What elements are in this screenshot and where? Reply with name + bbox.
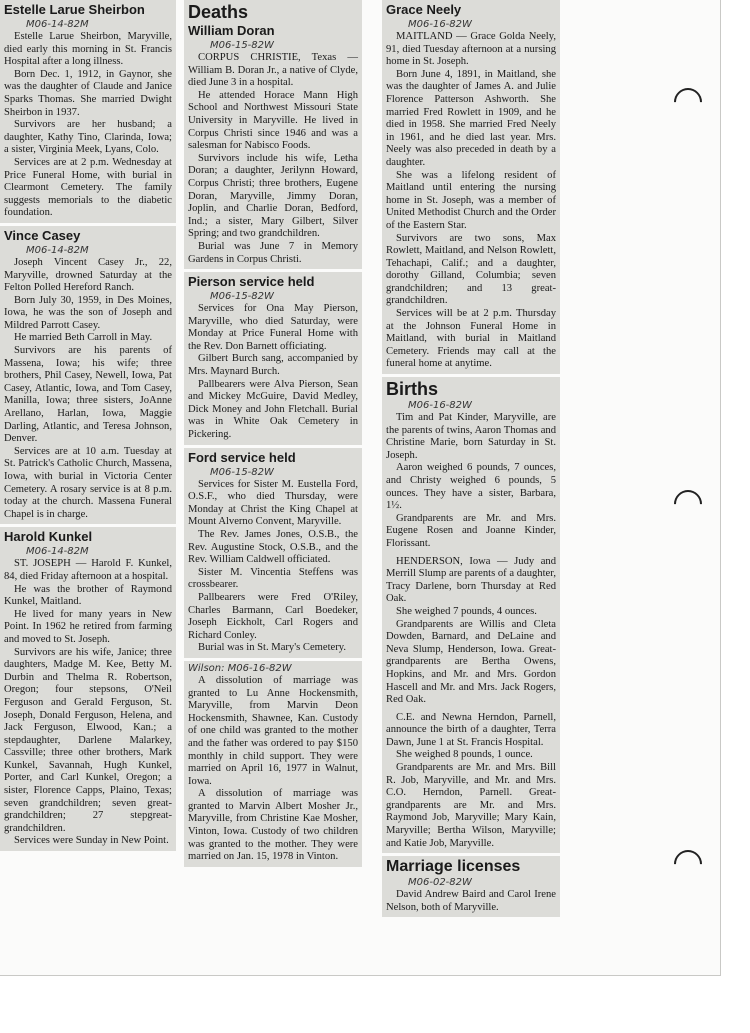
handwritten-date-note: M06-15-82W bbox=[210, 40, 274, 51]
obituary-title: Vince Casey bbox=[4, 227, 81, 243]
paragraph: Born July 30, 1959, in Des Moines, Iowa, he was the son of Joseph and Mildred Parrott Casey. bbox=[4, 294, 172, 331]
paragraph: Survivors include his wife, Letha Doran; a daughter, Jerilynn Howard, Corpus Christi; three brothers, Eugene Doran, Maryville, Jimmy Doran, Joplin, and Charlie Doran, Bedford, Ind.; a sister, Mary Gilbert, Silver Spring; and two grandchildren. bbox=[188, 152, 358, 240]
notice-title: Ford service held bbox=[188, 449, 296, 465]
section-marriage-licenses bbox=[382, 856, 560, 917]
paragraph: Pallbearers were Alva Pierson, Sean and Mickey McGuire, David Medley, Dick Money and John Fletchall. Burial was in White Oak Cemetery in Pickering. bbox=[188, 378, 358, 441]
paragraph: He was the brother of Raymond Kunkel, Maitland. bbox=[4, 583, 172, 608]
obituary-title: Harold Kunkel bbox=[4, 529, 93, 545]
paragraph: Pallbearers were Fred O'Riley, Charles Barmann, Carl Boedeker, Joseph Eickholt, Carl Rogers and Richard Conley. bbox=[188, 591, 358, 641]
paragraph: Grandparents are Mr. and Mrs. Bill R. Job, Maryville, and Mr. and Mrs. C.O. Herndon, Parnell. Great-grandparents are Mr. and Mrs. Raymond Job, Maryville; Mary Kain, Maryville; Bertha Wilson, Maryville; and Katie Job, Maryville. bbox=[386, 762, 556, 849]
paragraph: The Rev. James Jones, O.S.B., the Rev. Augustine Stock, O.S.B., and the Rev. William Caldwell officiated. bbox=[188, 529, 358, 566]
column-left bbox=[0, 0, 176, 930]
paragraph: Survivors are her husband; a daughter, Kathy Tino, Clarinda, Iowa; a sister, Virginia Meek, Lyans, Colo. bbox=[4, 119, 172, 156]
paragraph: Survivors are two sons, Max Rowlett, Maitland, and Nelson Rowlett, Tehachapi, Calif.; and a daughter, dorothy Gilland, Columbia; seven grandchildren; and 13 great-grandchildren. bbox=[386, 232, 556, 307]
paragraph: Born Dec. 1, 1912, in Gaynor, she was the daughter of Claude and Janice Sparks Thomas. She married Dwight Sheirbon in 1937. bbox=[4, 68, 172, 118]
paragraph: CORPUS CHRISTIE, Texas — William B. Doran Jr., a native of Clyde, died June 3 in a hospital. bbox=[188, 52, 358, 89]
paragraph: Services for Ona May Pierson, Maryville, who died Saturday, were Monday at Price Funeral Home with the Rev. Don Barnett officiating. bbox=[188, 303, 358, 352]
lead-label: Wilson: bbox=[188, 662, 225, 674]
handwritten-date-note: M06-16-82W bbox=[408, 400, 472, 412]
paragraph: Gilbert Burch sang, accompanied by Mrs. Maynard Burch. bbox=[188, 353, 358, 378]
paragraph: Services are at 2 p.m. Wednesday at Price Funeral Home, with burial in Clearmont Cemetery. The family suggests memorials to the diabetic foundation. bbox=[4, 156, 172, 219]
obituary-title: William Doran bbox=[188, 23, 275, 38]
paragraph: Aaron weighed 6 pounds, 7 ounces, and Christy weighed 6 pounds, 5 ounces. They have a sister, Barbara, 1½. bbox=[386, 462, 556, 512]
column-middle bbox=[184, 0, 362, 930]
section-births bbox=[382, 377, 560, 853]
handwritten-date-note: M06-14-82M bbox=[26, 19, 89, 30]
obituary-casey bbox=[0, 226, 176, 524]
paragraph: Burial was in St. Mary's Cemetery. bbox=[198, 642, 347, 654]
handwritten-date-note: M06-15-82W bbox=[210, 466, 274, 478]
paragraph: C.E. and Newna Herndon, Parnell, announce the birth of a daughter, Terra Dawn, June 1 at St. Francis Hospital. bbox=[386, 711, 556, 748]
paragraph: A dissolution of marriage was granted to Marvin Albert Mosher Jr., Maryville, from Christine Kae Mosher, Vinton, Iowa. Custody of two children was granted to the mother. They were married on Jan. 15, 1978 in Vinton. bbox=[188, 788, 358, 863]
paragraph: He lived for many years in New Point. In 1962 he retired from farming and moved to St. Joseph. bbox=[4, 608, 172, 645]
paragraph: ST. JOSEPH — Harold F. Kunkel, 84, died Friday afternoon at a hospital. bbox=[4, 558, 172, 582]
obituary-title: Estelle Larue Sheirbon bbox=[4, 2, 145, 17]
binder-hole-bottom bbox=[668, 844, 708, 884]
paragraph: Services will be at 2 p.m. Thursday at the Johnson Funeral Home in Maitland, with burial in Maitland Cemetery. Friends may call at the funeral home at anytime. bbox=[386, 308, 556, 370]
paragraph: Grandparents are Willis and Cleta Dowden, Barnard, and DeLaine and Neva Slump, Henderson, Iowa. Great-grandparents are Bertha Owens, Hopkins, and Mr. and Mrs. Gordon Hascell and Mr. and Mrs. Jack Rogers, Red Oak. bbox=[386, 618, 556, 706]
section-heading-births: Births bbox=[386, 379, 439, 400]
paragraph: She was a lifelong resident of Maitland until entering the nursing home in St. Joseph, was a member of United Methodist Church and the Order of the Eastern Star. bbox=[386, 169, 556, 231]
paragraph: Services for Sister M. Eustella Ford, O.S.F., who died Thursday, were Monday at Christ the King Chapel at Mount Alverno Convent, Maryville. bbox=[188, 478, 358, 528]
handwritten-date-note: M06-16-82W bbox=[408, 19, 472, 30]
handwritten-date-note: M06-14-82M bbox=[26, 244, 89, 256]
handwritten-date-note: M06-15-82W bbox=[210, 291, 274, 303]
handwritten-date-note: M06-14-82M bbox=[26, 546, 89, 558]
paragraph: She weighed 7 pounds, 4 ounces. bbox=[396, 605, 537, 617]
handwritten-date-note: M06-02-82W bbox=[408, 877, 472, 889]
binder-hole-middle bbox=[668, 484, 708, 524]
paragraph: Grandparents are Mr. and Mrs. Eugene Rosen and Joanne Kinder, Florissant. bbox=[386, 512, 556, 549]
paragraph: Services are at 10 a.m. Tuesday at St. Patrick's Catholic Church, Massena, Iowa, with burial in Victoria Center Cemetery. A rosary service is at 8 p.m. today at the church. Massena Funeral Chapel is in charge. bbox=[4, 445, 172, 520]
paragraph: David Andrew Baird and Carol Irene Nelson, both of Maryville. bbox=[386, 889, 556, 913]
notice-pierson bbox=[184, 272, 362, 445]
paragraph: Joseph Vincent Casey Jr., 22, Maryville, drowned Saturday at the Felton Polled Hereford Ranch. bbox=[4, 256, 172, 294]
paragraph: Burial was June 7 in Memory Gardens in Corpus Christi. bbox=[188, 240, 358, 265]
paragraph: HENDERSON, Iowa — Judy and Merrill Slump are parents of a daughter, Tracy Darlene, born Thursday at Red Oak. bbox=[386, 555, 556, 605]
notice-dissolutions bbox=[184, 661, 362, 867]
notice-title: Pierson service held bbox=[188, 274, 315, 290]
obituary-sheirbon bbox=[0, 0, 176, 223]
handwritten-date-note: M06-16-82W bbox=[227, 662, 292, 674]
obituary-neely bbox=[382, 0, 560, 374]
paragraph: Born June 4, 1891, in Maitland, she was the daughter of James A. and Julie Florence Patterson Ashworth. She married Fred Rowlett in 1909, and he died in 1958. She married Fred Neely in 1961, and he died last year. Mrs. Neely was also preceded in death by a daughter. bbox=[386, 68, 556, 168]
paragraph: Survivors are his parents of Massena, Iowa; his wife; three brothers, Phil Casey, Newell, Iowa, Pat Casey, Atlantic, Iowa, and Tom Casey, Manilla, Iowa; three sisters, JoAnne Arellano, Harlan, Iowa, Maggie Darling, Atlantic, and Teresa Johnson, Denver. bbox=[4, 345, 172, 445]
paragraph: Sister M. Vincentia Steffens was crossbearer. bbox=[188, 566, 358, 591]
section-heading-deaths: Deaths bbox=[188, 2, 249, 22]
paragraph: Tim and Pat Kinder, Maryville, are the parents of twins, Aaron Thomas and Christine Marie, born Saturday in St. Joseph. bbox=[386, 412, 556, 461]
paragraph: He married Beth Carroll in May. bbox=[14, 332, 153, 344]
paragraph: MAITLAND — Grace Golda Neely, 91, died Tuesday afternoon at a nursing home in St. Joseph. bbox=[386, 31, 556, 68]
paragraph: Services were Sunday in New Point. bbox=[14, 835, 169, 847]
paragraph: He attended Horace Mann High School and Northwest Missouri State University in Maryville. He lived in Corpus Christi since 1946 and was a salesman for Nabisco Foods. bbox=[188, 89, 358, 152]
obituary-title: Grace Neely bbox=[386, 2, 462, 17]
handwritten-lead-note bbox=[188, 663, 358, 674]
obituary-kunkel bbox=[0, 527, 176, 851]
paragraph: She weighed 8 pounds, 1 ounce. bbox=[396, 749, 533, 761]
obituary-doran bbox=[184, 0, 362, 269]
column-right bbox=[382, 0, 560, 955]
section-heading-marriage-licenses: Marriage licenses bbox=[386, 858, 521, 876]
notice-ford bbox=[184, 448, 362, 658]
paragraph: Survivors are his wife, Janice; three daughters, Madge M. Kee, Betty M. Durbin and Thelma R. Robertson, Oregon; four stepsons, O'Neil Ferguson and Gerald Ferguson, St. Joseph, Donald Ferguson, Helena, and Jack Ferguson, Elwood, Kan.; a stepdaughter, Darlene Malarkey, Cassville; three other brothers, Mark Kunkel, Savannah, Hugh Kunkel, Porter, and Carl Kunkel, Oregon; a sister, Florence Capps, Plaino, Texas; seven grandchildren; seven great-grandchildren; 27 stepgreat-grandchildren. bbox=[4, 646, 172, 834]
paragraph: A dissolution of marriage was granted to Lu Anne Hockensmith, Maryville, from Marvin Deon Hockensmith, Shawnee, Kan. Custody of one child was granted to the mother and the father was ordered to pay $150 monthly in child support. They were married on April 16, 1977 in Walnut, Iowa. bbox=[188, 674, 358, 787]
paragraph: Estelle Larue Sheirbon, Maryville, died early this morning in St. Francis Hospital after a long illness. bbox=[4, 31, 172, 68]
binder-hole-top bbox=[668, 82, 708, 122]
